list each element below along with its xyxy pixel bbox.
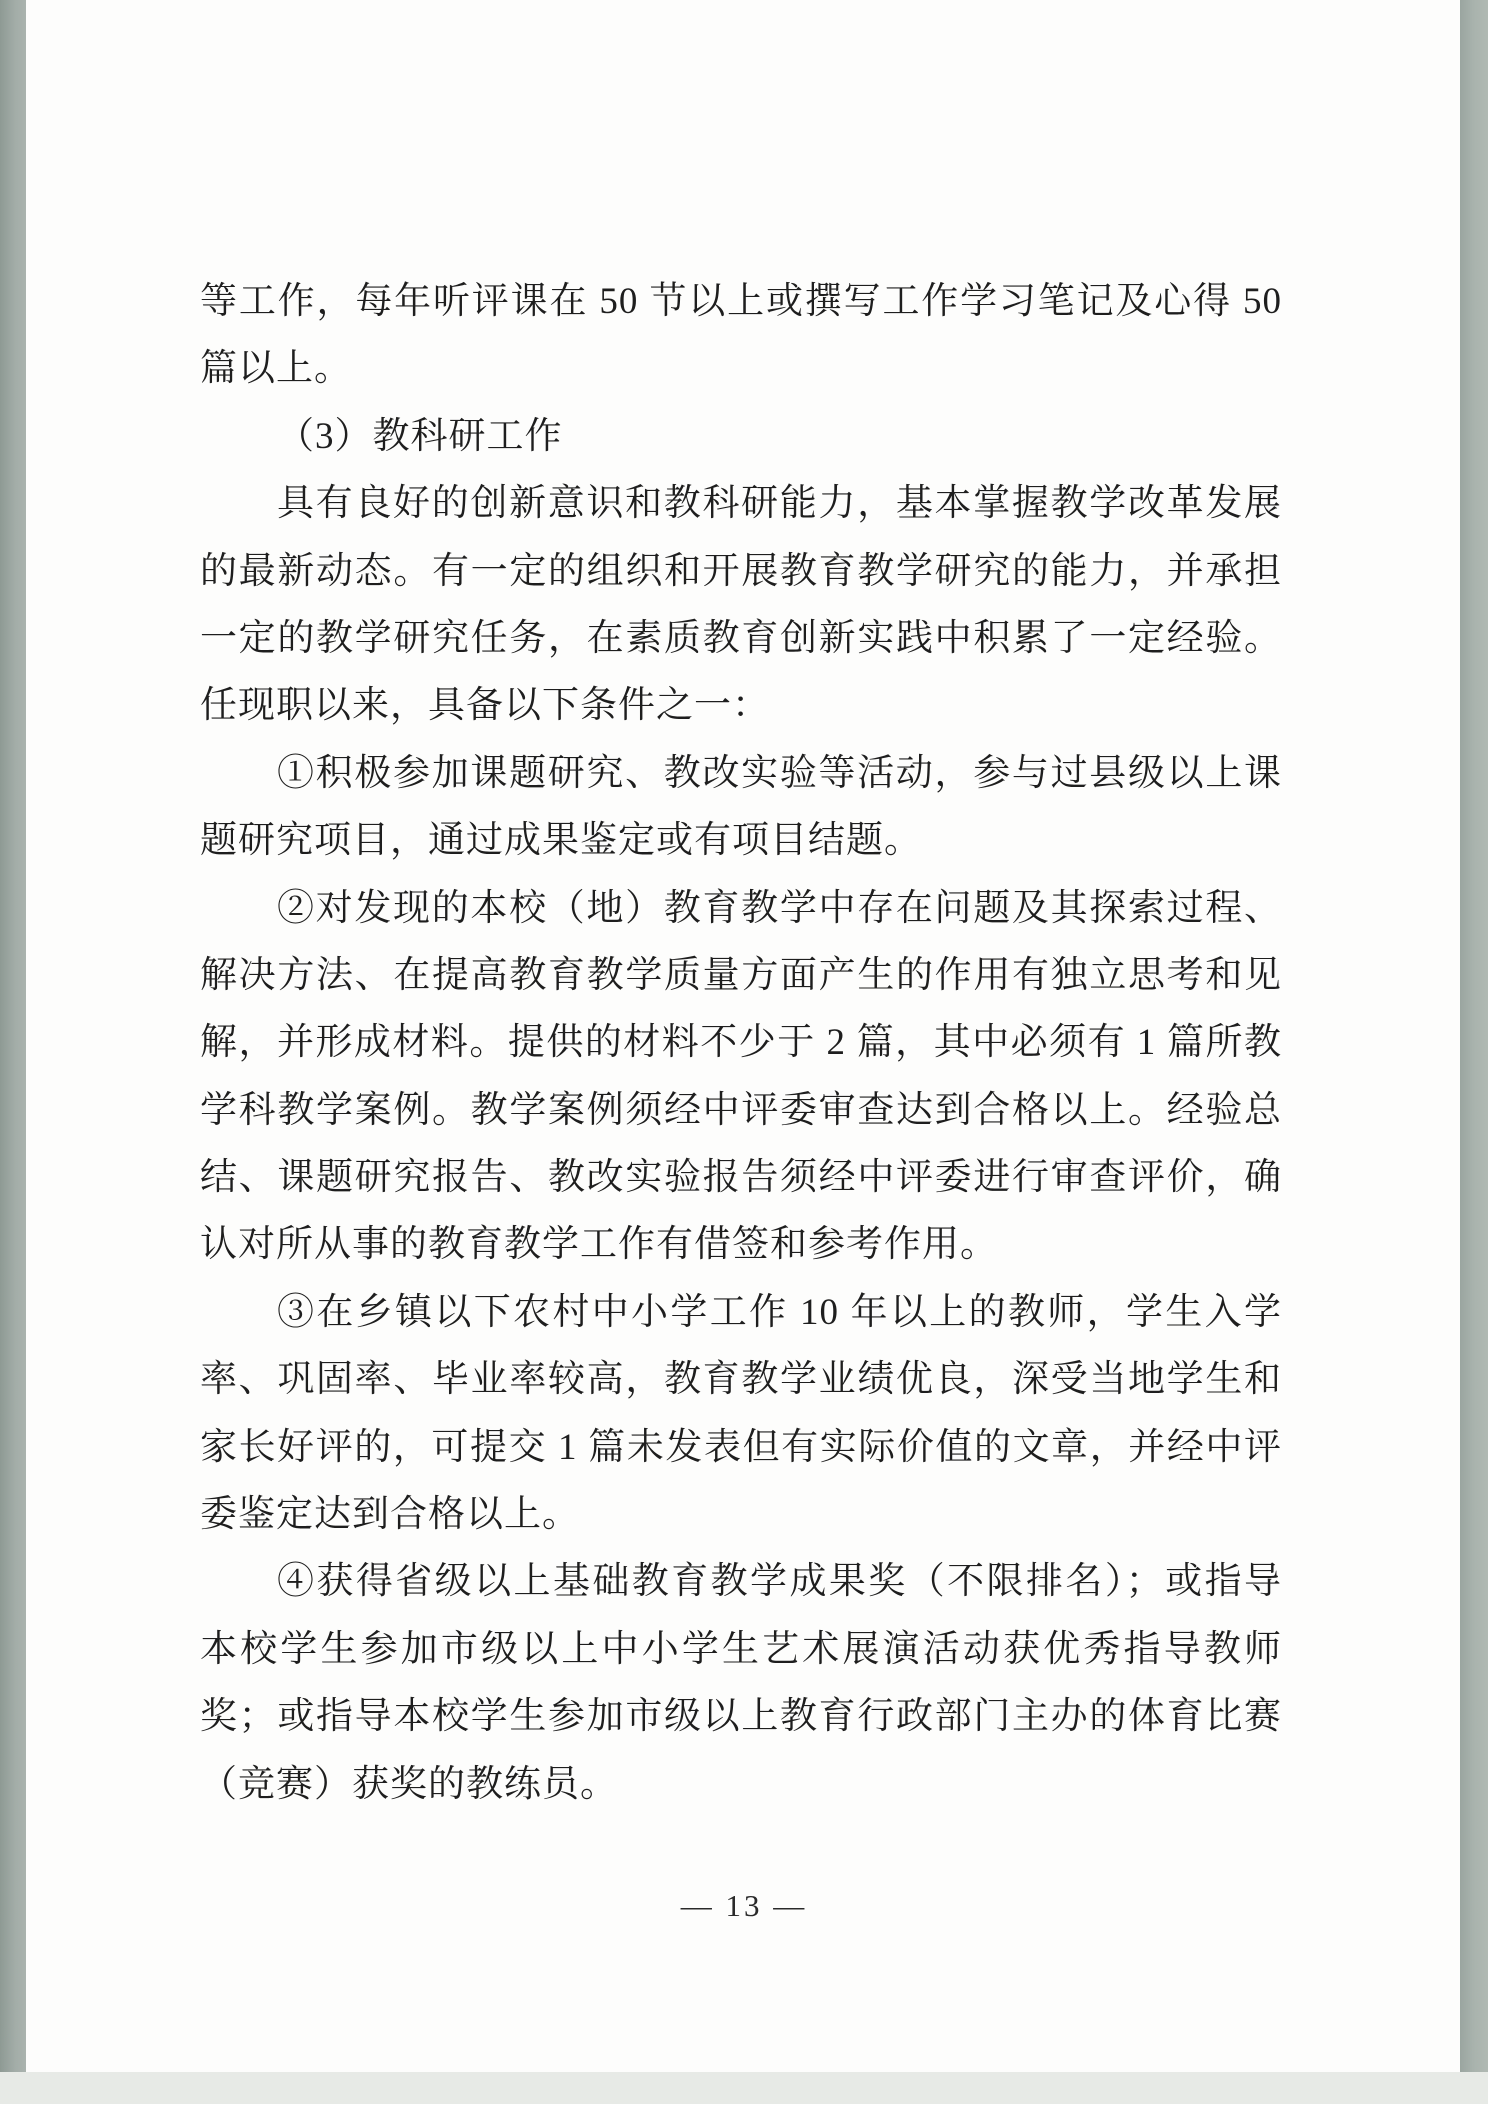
text-line: 等工作，每年听评课在 50 节以上或撰写工作学习笔记及心得 50 xyxy=(200,281,1282,322)
text-line: ②对发现的本校（地）教育教学中存在问题及其探索过程、 xyxy=(277,887,1282,929)
text-line: 率、巩固率、毕业率较高，教育教学业绩优良，深受当地学生和 xyxy=(200,1359,1282,1401)
text-line: 委鉴定达到合格以上。 xyxy=(200,1494,580,1536)
scan-edge-right xyxy=(1460,0,1488,2072)
text-line: 学科教学案例。教学案例须经中评委审查达到合格以上。经验总 xyxy=(200,1089,1282,1131)
text-line: 本校学生参加市级以上中小学生艺术展演活动获优秀指导教师 xyxy=(200,1628,1282,1670)
scan-edge-left xyxy=(0,0,26,2072)
text-line: ③在乡镇以下农村中小学工作 10 年以上的教师，学生入学 xyxy=(277,1291,1282,1333)
text-line: ④获得省级以上基础教育教学成果奖（不限排名）；或指导 xyxy=(277,1561,1282,1603)
document-body xyxy=(200,268,1282,1818)
text-line: 认对所从事的教育教学工作有借签和参考作用。 xyxy=(200,1224,998,1266)
text-line: 任现职以来，具备以下条件之一： xyxy=(200,685,770,727)
text-line: （3）教科研工作 xyxy=(277,415,563,457)
page-number: — 13 — xyxy=(680,1888,808,1923)
scan-bottom-band xyxy=(0,2072,1488,2104)
text-line: 家长好评的，可提交 1 篇未发表但有实际价值的文章，并经中评 xyxy=(200,1426,1282,1468)
text-line: 结、课题研究报告、教改实验报告须经中评委进行审查评价，确 xyxy=(200,1157,1282,1199)
text-line: 奖；或指导本校学生参加市级以上教育行政部门主办的体育比赛 xyxy=(200,1696,1282,1738)
text-line: ①积极参加课题研究、教改实验等活动，参与过县级以上课 xyxy=(277,752,1282,794)
text-line: 的最新动态。有一定的组织和开展教育教学研究的能力，并承担 xyxy=(200,550,1282,592)
text-line: 题研究项目，通过成果鉴定或有项目结题。 xyxy=(200,820,922,862)
text-line: （竞赛）获奖的教练员。 xyxy=(200,1763,618,1805)
text-line: 解，并形成材料。提供的材料不少于 2 篇，其中必须有 1 篇所教 xyxy=(200,1022,1282,1064)
text-line: 解决方法、在提高教育教学质量方面产生的作用有独立思考和见 xyxy=(200,954,1282,996)
text-line: 一定的教学研究任务，在素质教育创新实践中积累了一定经验。 xyxy=(200,617,1282,659)
text-line: 具有良好的创新意识和教科研能力，基本掌握教学改革发展 xyxy=(277,483,1282,525)
text-line: 篇以上。 xyxy=(200,348,352,390)
